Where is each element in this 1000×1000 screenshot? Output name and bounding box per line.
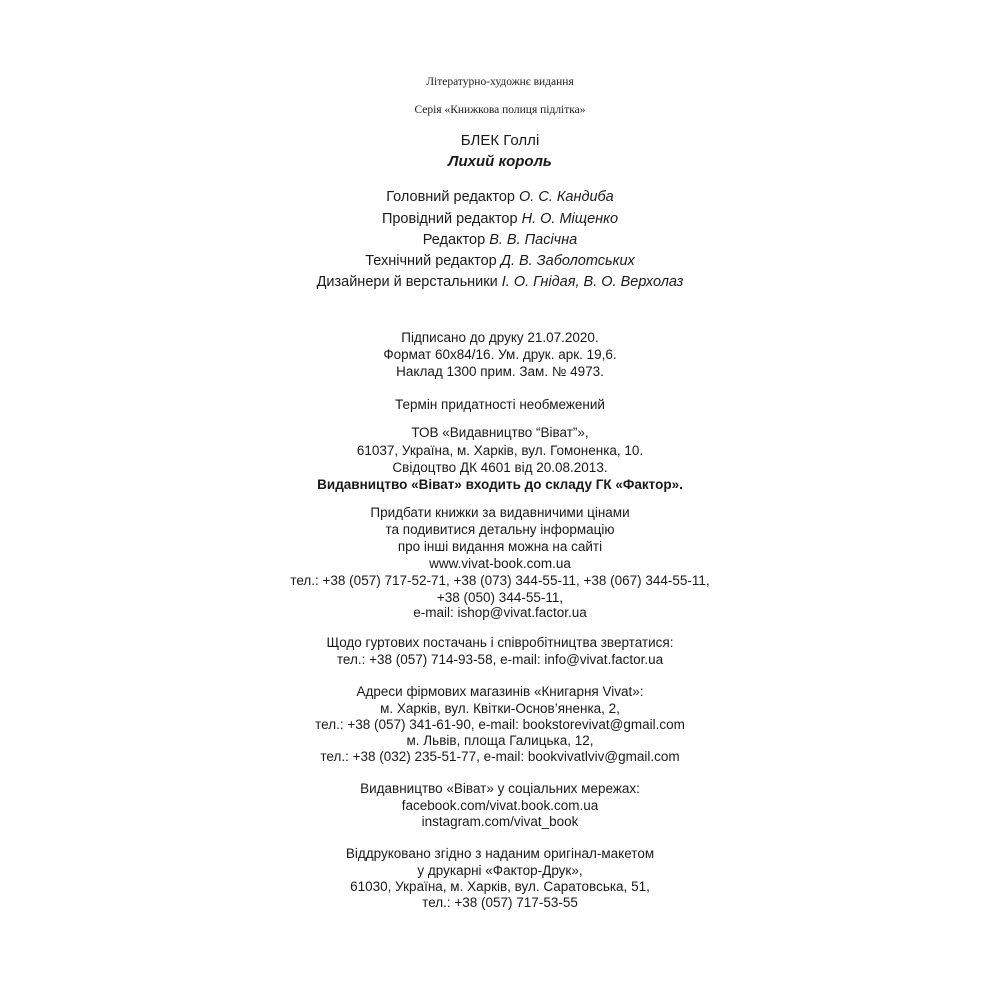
staff-name: Н. О. Міщенко (521, 211, 619, 227)
print-run: Наклад 1300 прим. Зам. № 4973. (396, 364, 604, 379)
staff-role: Дизайнери й верстальники (316, 274, 498, 290)
staff-name: І. О. Гнідая, В. О. Верхолаз (501, 274, 684, 290)
social-instagram: instagram.com/vivat_book (421, 814, 579, 829)
printer-line-4: тел.: +38 (057) 717-53-55 (422, 895, 578, 910)
series-label: Серія «Книжкова полиця підлітка» (414, 104, 586, 116)
publisher-name: ТОВ «Видавництво “Віват”», (411, 425, 589, 440)
print-format: Формат 60x84/16. Ум. друк. арк. 19,6. (383, 347, 617, 362)
social-facebook: facebook.com/vivat.book.com.ua (401, 798, 599, 813)
staff-role: Редактор (422, 232, 486, 248)
publisher-group: Видавництво «Віват» входить до складу ГК «Фактор». (317, 477, 683, 492)
printer-line-2: у друкарні «Фактор-Друк», (417, 863, 583, 878)
stores-kharkiv-contact: тел.: +38 (057) 341-61-90, e-mail: bookstorevivat@gmail.com (315, 717, 685, 732)
staff-role: Технічний редактор (365, 253, 497, 269)
staff-role: Головний редактор (386, 189, 515, 205)
staff-chief-editor (0, 189, 1000, 205)
printer-line-3: 61030, Україна, м. Харків, вул. Саратовська, 51, (350, 879, 650, 894)
shelf-life: Термін придатності необмежений (395, 397, 605, 412)
staff-name: В. В. Пасічна (489, 232, 578, 248)
stores-kharkiv-address: м. Харків, вул. Квітки-Основ’яненка, 2, (380, 701, 620, 716)
staff-name: Д. В. Заболотських (500, 253, 635, 269)
buy-line-1: Придбати книжки за видавничими цінами (370, 505, 630, 520)
stores-lviv-contact: тел.: +38 (032) 235-51-77, e-mail: bookvivatlviv@gmail.com (320, 749, 680, 764)
staff-editor (0, 232, 1000, 248)
publisher-certificate: Свідоцтво ДК 4601 від 20.08.2013. (392, 460, 608, 475)
buy-phones-1: тел.: +38 (057) 717-52-71, +38 (073) 344-55-11, +38 (067) 344-55-11, (290, 573, 710, 588)
edition-type: Літературно-художнє видання (426, 76, 574, 88)
wholesale-line-1: Щодо гуртових постачань і співробітництва звертатися: (326, 635, 674, 650)
printer-line-1: Віддруковано згідно з наданим оригінал-макетом (345, 846, 655, 861)
stores-lviv-address: м. Львів, площа Галицька, 12, (406, 733, 594, 748)
buy-site: www.vivat-book.com.ua (429, 556, 571, 571)
print-signed: Підписано до друку 21.07.2020. (401, 330, 599, 345)
book-title: Лихий король (448, 153, 552, 170)
stores-line-1: Адреси фірмових магазинів «Книгарня Vivat»: (356, 684, 644, 699)
buy-email: e-mail: ishop@vivat.factor.ua (413, 605, 587, 620)
wholesale-line-2: тел.: +38 (057) 714-93-58, e-mail: info@vivat.factor.ua (336, 652, 664, 667)
buy-line-2: та подивитися детальну інформацію (385, 522, 615, 537)
staff-tech-editor (0, 253, 1000, 269)
social-line-1: Видавництво «Віват» у соціальних мережах: (360, 781, 640, 796)
book-author: БЛЕК Голлі (460, 132, 540, 149)
publisher-address: 61037, Україна, м. Харків, вул. Гомоненка, 10. (356, 443, 644, 458)
staff-name: О. С. Кандиба (518, 189, 614, 205)
buy-phones-2: +38 (050) 344-55-11, (436, 590, 564, 605)
buy-line-3: про інші видання можна на сайті (397, 539, 603, 554)
staff-role: Провідний редактор (381, 211, 518, 227)
staff-lead-editor (0, 211, 1000, 227)
staff-designers (0, 274, 1000, 290)
